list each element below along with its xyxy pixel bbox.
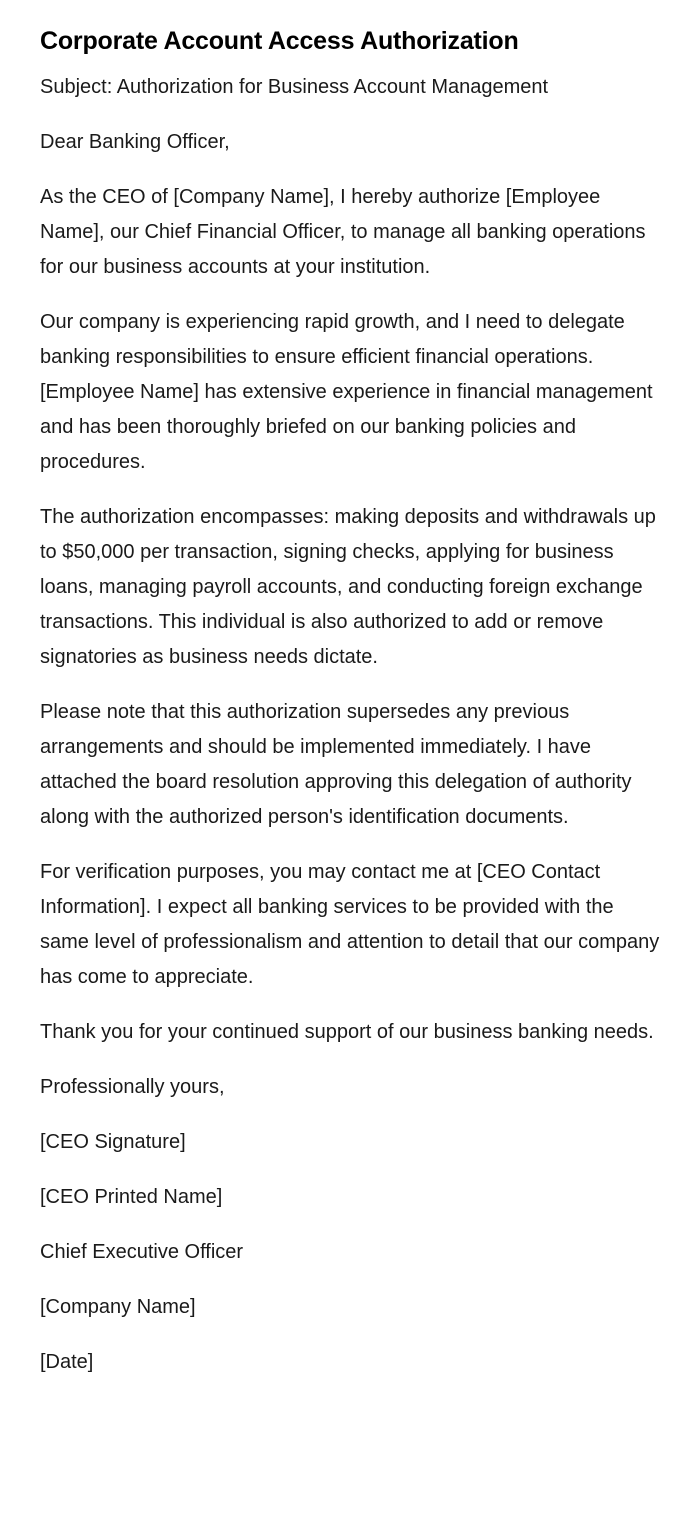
signature-placeholder: [CEO Signature] bbox=[40, 1131, 186, 1153]
letter-salutation: Dear Banking Officer, bbox=[40, 131, 230, 153]
letter-title: Corporate Account Access Authorization bbox=[40, 27, 519, 55]
letter-paragraph: Our company is experiencing rapid growth, and I need to delegate banking responsibilities to ensure efficient financial operations. [Employee Name] has extensive experience in financial management and has been thoroughly briefed on our banking policies and procedures. bbox=[40, 311, 653, 473]
date-placeholder: [Date] bbox=[40, 1351, 94, 1373]
company-name-placeholder: [Company Name] bbox=[40, 1296, 196, 1318]
letter-paragraph: Thank you for your continued support of our business banking needs. bbox=[40, 1021, 654, 1043]
letter-subject: Subject: Authorization for Business Account Management bbox=[40, 76, 549, 98]
letter-paragraph: The authorization encompasses: making deposits and withdrawals up to $50,000 per transaction, signing checks, applying for business loans, managing payroll accounts, and conducting foreign exchange transactions. This individual is also authorized to add or remove signatories as business needs dictate. bbox=[40, 506, 656, 668]
letter-closing: Professionally yours, bbox=[40, 1076, 225, 1098]
letter-paragraph: For verification purposes, you may contact me at [CEO Contact Information]. I expect all banking services to be provided with the same level of professionalism and attention to detail that our company has come to appreciate. bbox=[40, 861, 660, 988]
signer-position: Chief Executive Officer bbox=[40, 1241, 244, 1263]
printed-name-placeholder: [CEO Printed Name] bbox=[40, 1186, 223, 1208]
letter-paragraph: Please note that this authorization supersedes any previous arrangements and should be implemented immediately. I have attached the board resolution approving this delegation of authority along with the authorized person's identification documents. bbox=[40, 701, 632, 828]
letter-paragraph: As the CEO of [Company Name], I hereby authorize [Employee Name], our Chief Financial Officer, to manage all banking operations for our business accounts at your institution. bbox=[40, 186, 646, 278]
